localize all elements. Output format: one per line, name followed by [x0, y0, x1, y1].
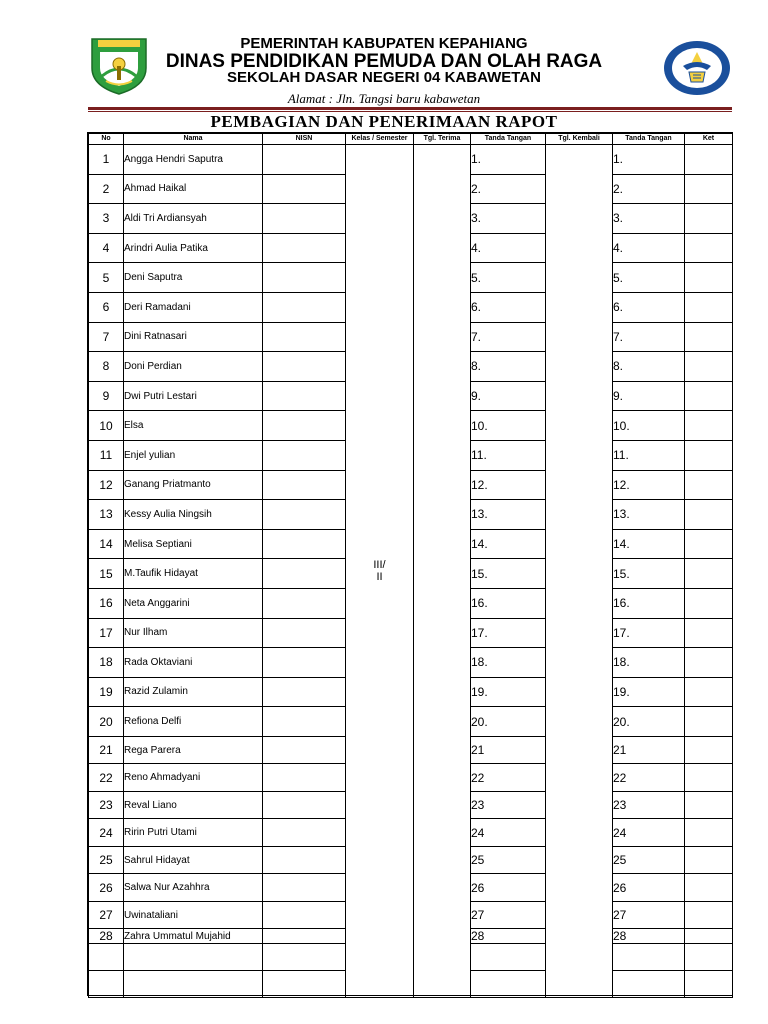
row-number: 28 [89, 929, 124, 944]
student-name: Dini Ratnasari [124, 322, 263, 352]
row-number: 13 [89, 500, 124, 530]
signature-return-cell: 23 [613, 791, 685, 819]
nisn-cell [263, 529, 346, 559]
kelas-value: III/ [373, 559, 386, 572]
signature-receive-cell: 26 [471, 874, 546, 902]
nisn-cell [263, 677, 346, 707]
student-name: Refiona Delfi [124, 707, 263, 737]
row-number: 17 [89, 618, 124, 648]
student-name: Zahra Ummatul Mujahid [124, 929, 263, 944]
signature-return-cell [613, 944, 685, 971]
col-tgl-terima-header: Tgl. Terima [414, 134, 471, 145]
ket-cell [685, 145, 733, 175]
ket-cell [685, 322, 733, 352]
ket-cell [685, 381, 733, 411]
signature-receive-cell: 6. [471, 292, 546, 322]
department-name: DINAS PENDIDIKAN PEMUDA DAN OLAH RAGA [165, 51, 603, 72]
student-name: Nur Ilham [124, 618, 263, 648]
row-number: 20 [89, 707, 124, 737]
ket-cell [685, 470, 733, 500]
nisn-cell [263, 233, 346, 263]
student-name: Sahrul Hidayat [124, 846, 263, 874]
nisn-cell [263, 470, 346, 500]
signature-receive-cell: 3. [471, 204, 546, 234]
student-name: Arindri Aulia Patika [124, 233, 263, 263]
signature-receive-cell: 19. [471, 677, 546, 707]
table-header-row [89, 134, 733, 145]
signature-receive-cell [471, 971, 546, 998]
col-tanda-tangan-header: Tanda Tangan [471, 134, 546, 145]
signature-receive-cell: 14. [471, 529, 546, 559]
row-number [89, 971, 124, 998]
row-number: 23 [89, 791, 124, 819]
school-name: SEKOLAH DASAR NEGERI 04 KABAWETAN [227, 69, 541, 86]
student-name: Neta Anggarini [124, 588, 263, 618]
ket-cell [685, 292, 733, 322]
signature-return-cell: 4. [613, 233, 685, 263]
nisn-cell [263, 352, 346, 382]
student-name: Ririn Putri Utami [124, 819, 263, 847]
student-name: Uwinataliani [124, 901, 263, 929]
ket-cell [685, 874, 733, 902]
signature-return-cell: 16. [613, 588, 685, 618]
tgl-kembali-cell [546, 145, 613, 998]
row-number: 5 [89, 263, 124, 293]
signature-return-cell: 15. [613, 559, 685, 589]
signature-return-cell: 10. [613, 411, 685, 441]
student-name: Dwi Putri Lestari [124, 381, 263, 411]
row-number: 7 [89, 322, 124, 352]
signature-return-cell: 12. [613, 470, 685, 500]
row-number: 15 [89, 559, 124, 589]
row-number: 14 [89, 529, 124, 559]
row-number: 6 [89, 292, 124, 322]
nisn-cell [263, 944, 346, 971]
signature-receive-cell: 8. [471, 352, 546, 382]
signature-return-cell: 19. [613, 677, 685, 707]
student-name: Deri Ramadani [124, 292, 263, 322]
row-number: 18 [89, 648, 124, 678]
signature-return-cell: 14. [613, 529, 685, 559]
header-rule-thick [88, 107, 732, 110]
nisn-cell [263, 588, 346, 618]
nisn-cell [263, 174, 346, 204]
signature-receive-cell: 17. [471, 618, 546, 648]
student-name: Enjel yulian [124, 440, 263, 470]
signature-return-cell: 25 [613, 846, 685, 874]
ket-cell [685, 764, 733, 792]
row-number: 21 [89, 736, 124, 764]
student-name: Deni Saputra [124, 263, 263, 293]
signature-receive-cell: 22 [471, 764, 546, 792]
student-name: Razid Zulamin [124, 677, 263, 707]
nisn-cell [263, 764, 346, 792]
row-number: 1 [89, 145, 124, 175]
nisn-cell [263, 819, 346, 847]
signature-return-cell: 18. [613, 648, 685, 678]
row-number [89, 944, 124, 971]
student-name: Angga Hendri Saputra [124, 145, 263, 175]
signature-return-cell [613, 971, 685, 998]
nisn-cell [263, 736, 346, 764]
signature-return-cell: 24 [613, 819, 685, 847]
signature-return-cell: 2. [613, 174, 685, 204]
col-nisn-header: NISN [263, 134, 346, 145]
ket-cell [685, 500, 733, 530]
ket-cell [685, 440, 733, 470]
nisn-cell [263, 145, 346, 175]
row-number: 26 [89, 874, 124, 902]
ket-cell [685, 677, 733, 707]
student-name: Melisa Septiani [124, 529, 263, 559]
nisn-cell [263, 929, 346, 944]
document-title: PEMBAGIAN DAN PENERIMAAN RAPOT [210, 112, 558, 131]
nisn-cell [263, 322, 346, 352]
student-name: Ahmad Haikal [124, 174, 263, 204]
nisn-cell [263, 292, 346, 322]
signature-receive-cell: 28 [471, 929, 546, 944]
ket-cell [685, 529, 733, 559]
row-number: 27 [89, 901, 124, 929]
report-card-distribution-table [88, 133, 733, 998]
ket-cell [685, 411, 733, 441]
row-number: 24 [89, 819, 124, 847]
signature-return-cell: 1. [613, 145, 685, 175]
signature-return-cell: 3. [613, 204, 685, 234]
student-name: Rega Parera [124, 736, 263, 764]
signature-receive-cell: 24 [471, 819, 546, 847]
student-name: Salwa Nur Azahhra [124, 874, 263, 902]
nisn-cell [263, 618, 346, 648]
signature-receive-cell: 21 [471, 736, 546, 764]
row-number: 19 [89, 677, 124, 707]
col-no-header: No [89, 134, 124, 145]
student-name: Aldi Tri Ardiansyah [124, 204, 263, 234]
student-name: Reno Ahmadyani [124, 764, 263, 792]
nisn-cell [263, 874, 346, 902]
signature-return-cell: 7. [613, 322, 685, 352]
nisn-cell [263, 559, 346, 589]
ket-cell [685, 791, 733, 819]
student-name: M.Taufik Hidayat [124, 559, 263, 589]
student-name: Rada Oktaviani [124, 648, 263, 678]
row-number: 16 [89, 588, 124, 618]
row-number: 11 [89, 440, 124, 470]
student-name: Doni Perdian [124, 352, 263, 382]
signature-return-cell: 5. [613, 263, 685, 293]
signature-return-cell: 17. [613, 618, 685, 648]
nisn-cell [263, 204, 346, 234]
student-name [124, 971, 263, 998]
signature-receive-cell: 4. [471, 233, 546, 263]
row-number: 3 [89, 204, 124, 234]
signature-receive-cell: 23 [471, 791, 546, 819]
ket-cell [685, 736, 733, 764]
signature-return-cell: 28 [613, 929, 685, 944]
student-name: Kessy Aulia Ningsih [124, 500, 263, 530]
signature-receive-cell: 10. [471, 411, 546, 441]
row-number: 9 [89, 381, 124, 411]
ket-cell [685, 559, 733, 589]
row-number: 25 [89, 846, 124, 874]
ket-cell [685, 944, 733, 971]
ket-cell [685, 846, 733, 874]
signature-receive-cell: 2. [471, 174, 546, 204]
ket-cell [685, 707, 733, 737]
signature-receive-cell: 7. [471, 322, 546, 352]
ket-cell [685, 352, 733, 382]
signature-return-cell: 26 [613, 874, 685, 902]
school-address: Alamat : Jln. Tangsi baru kabawetan [287, 91, 481, 106]
nisn-cell [263, 648, 346, 678]
nisn-cell [263, 791, 346, 819]
col-nama-header: Nama [124, 134, 263, 145]
nisn-cell [263, 381, 346, 411]
row-number: 22 [89, 764, 124, 792]
row-number: 4 [89, 233, 124, 263]
semester-value: II [376, 571, 383, 584]
student-name: Reval Liano [124, 791, 263, 819]
kelas-semester-cell [346, 145, 414, 998]
signature-receive-cell: 18. [471, 648, 546, 678]
signature-receive-cell: 15. [471, 559, 546, 589]
ket-cell [685, 819, 733, 847]
ket-cell [685, 204, 733, 234]
student-name [124, 944, 263, 971]
signature-return-cell: 13. [613, 500, 685, 530]
signature-return-cell: 8. [613, 352, 685, 382]
nisn-cell [263, 500, 346, 530]
signature-return-cell: 9. [613, 381, 685, 411]
ket-cell [685, 901, 733, 929]
signature-receive-cell: 27 [471, 901, 546, 929]
ket-cell [685, 618, 733, 648]
row-number: 12 [89, 470, 124, 500]
nisn-cell [263, 971, 346, 998]
signature-receive-cell: 1. [471, 145, 546, 175]
nisn-cell [263, 263, 346, 293]
signature-receive-cell: 25 [471, 846, 546, 874]
table-row [89, 145, 733, 175]
signature-receive-cell: 9. [471, 381, 546, 411]
nisn-cell [263, 440, 346, 470]
col-tgl-kembali-header: Tgl. Kembali [546, 134, 613, 145]
student-name: Ganang Priatmanto [124, 470, 263, 500]
signature-return-cell: 11. [613, 440, 685, 470]
nisn-cell [263, 411, 346, 441]
signature-return-cell: 27 [613, 901, 685, 929]
letterhead [0, 0, 768, 108]
col-tanda-tangan-2-header: Tanda Tangan [613, 134, 685, 145]
ket-cell [685, 263, 733, 293]
student-name: Elsa [124, 411, 263, 441]
government-name: PEMERINTAH KABUPATEN KEPAHIANG [240, 35, 528, 52]
ket-cell [685, 648, 733, 678]
row-number: 10 [89, 411, 124, 441]
col-kelas-semester-header: Kelas / Semester [346, 134, 414, 145]
signature-return-cell: 22 [613, 764, 685, 792]
ket-cell [685, 233, 733, 263]
signature-receive-cell: 13. [471, 500, 546, 530]
ket-cell [685, 929, 733, 944]
signature-receive-cell: 20. [471, 707, 546, 737]
signature-return-cell: 21 [613, 736, 685, 764]
signature-receive-cell: 12. [471, 470, 546, 500]
ket-cell [685, 971, 733, 998]
nisn-cell [263, 846, 346, 874]
signature-receive-cell [471, 944, 546, 971]
nisn-cell [263, 707, 346, 737]
signature-return-cell: 20. [613, 707, 685, 737]
ket-cell [685, 174, 733, 204]
signature-return-cell: 6. [613, 292, 685, 322]
ket-cell [685, 588, 733, 618]
row-number: 8 [89, 352, 124, 382]
tgl-terima-cell [414, 145, 471, 998]
signature-receive-cell: 11. [471, 440, 546, 470]
nisn-cell [263, 901, 346, 929]
signature-receive-cell: 5. [471, 263, 546, 293]
signature-receive-cell: 16. [471, 588, 546, 618]
tut-wuri-handayani-icon [663, 40, 731, 96]
row-number: 2 [89, 174, 124, 204]
col-ket-header: Ket [685, 134, 733, 145]
